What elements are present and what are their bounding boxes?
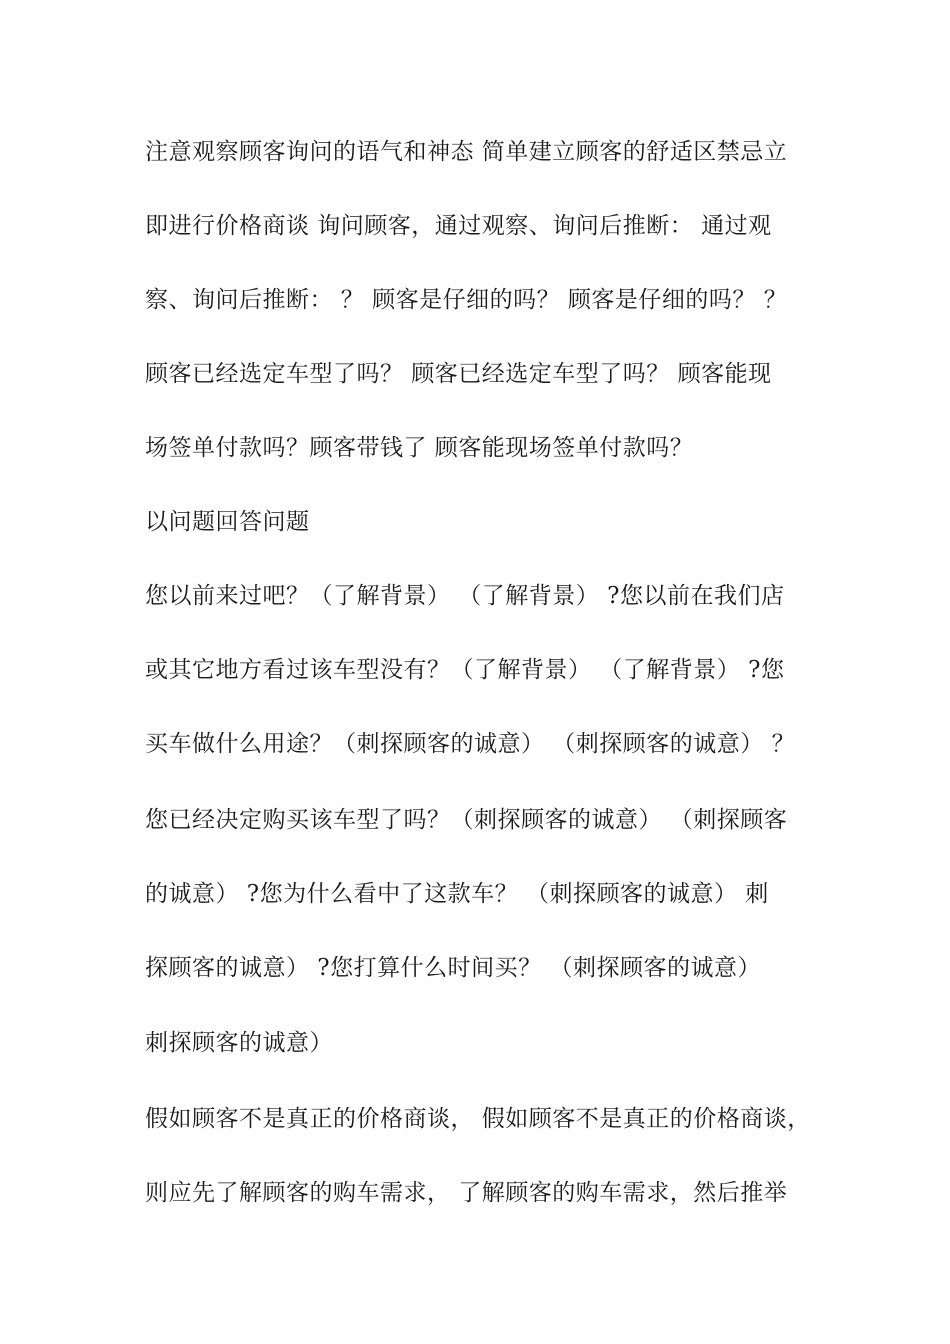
text-line: 刺探顾客的诚意）	[145, 1030, 333, 1056]
text-line: 买车做什么用途？（刺探顾客的诚意） （刺探顾客的诚意） ？	[145, 731, 796, 757]
text-line: 注意观察顾客询问的语气和神态 简单建立顾客的舒适区禁忌立	[145, 139, 788, 165]
text-line: 探顾客的诚意） ?您打算什么时间买？ （刺探顾客的诚意）	[145, 955, 761, 981]
text-line: 或其它地方看过该车型没有？（了解背景） （了解背景） ?您	[145, 657, 785, 683]
text-line: 则应先了解顾客的购车需求， 了解顾客的购车需求，然后推举	[145, 1180, 788, 1206]
text-line: 您已经决定购买该车型了吗？（刺探顾客的诚意） （刺探顾客	[145, 807, 788, 833]
text-line: 即进行价格商谈 询问顾客，通过观察、询问后推断： 通过观	[145, 213, 772, 239]
text-line: 顾客已经选定车型了吗？ 顾客已经选定车型了吗？ 顾客能现	[145, 361, 772, 387]
text-line: 的诚意） ?您为什么看中了这款车？ （刺探顾客的诚意） 刺	[145, 881, 769, 907]
text-line: 假如顾客不是真正的价格商谈， 假如顾客不是真正的价格商谈，	[145, 1106, 811, 1132]
text-line: 察、询问后推断： ？ 顾客是仔细的吗？ 顾客是仔细的吗？ ？	[145, 287, 788, 313]
text-line: 场签单付款吗？顾客带钱了 顾客能现场签单付款吗？	[145, 435, 694, 461]
text-line: 您以前来过吧？（了解背景） （了解背景） ?您以前在我们店	[145, 583, 785, 609]
section-heading: 以问题回答问题	[145, 509, 310, 535]
